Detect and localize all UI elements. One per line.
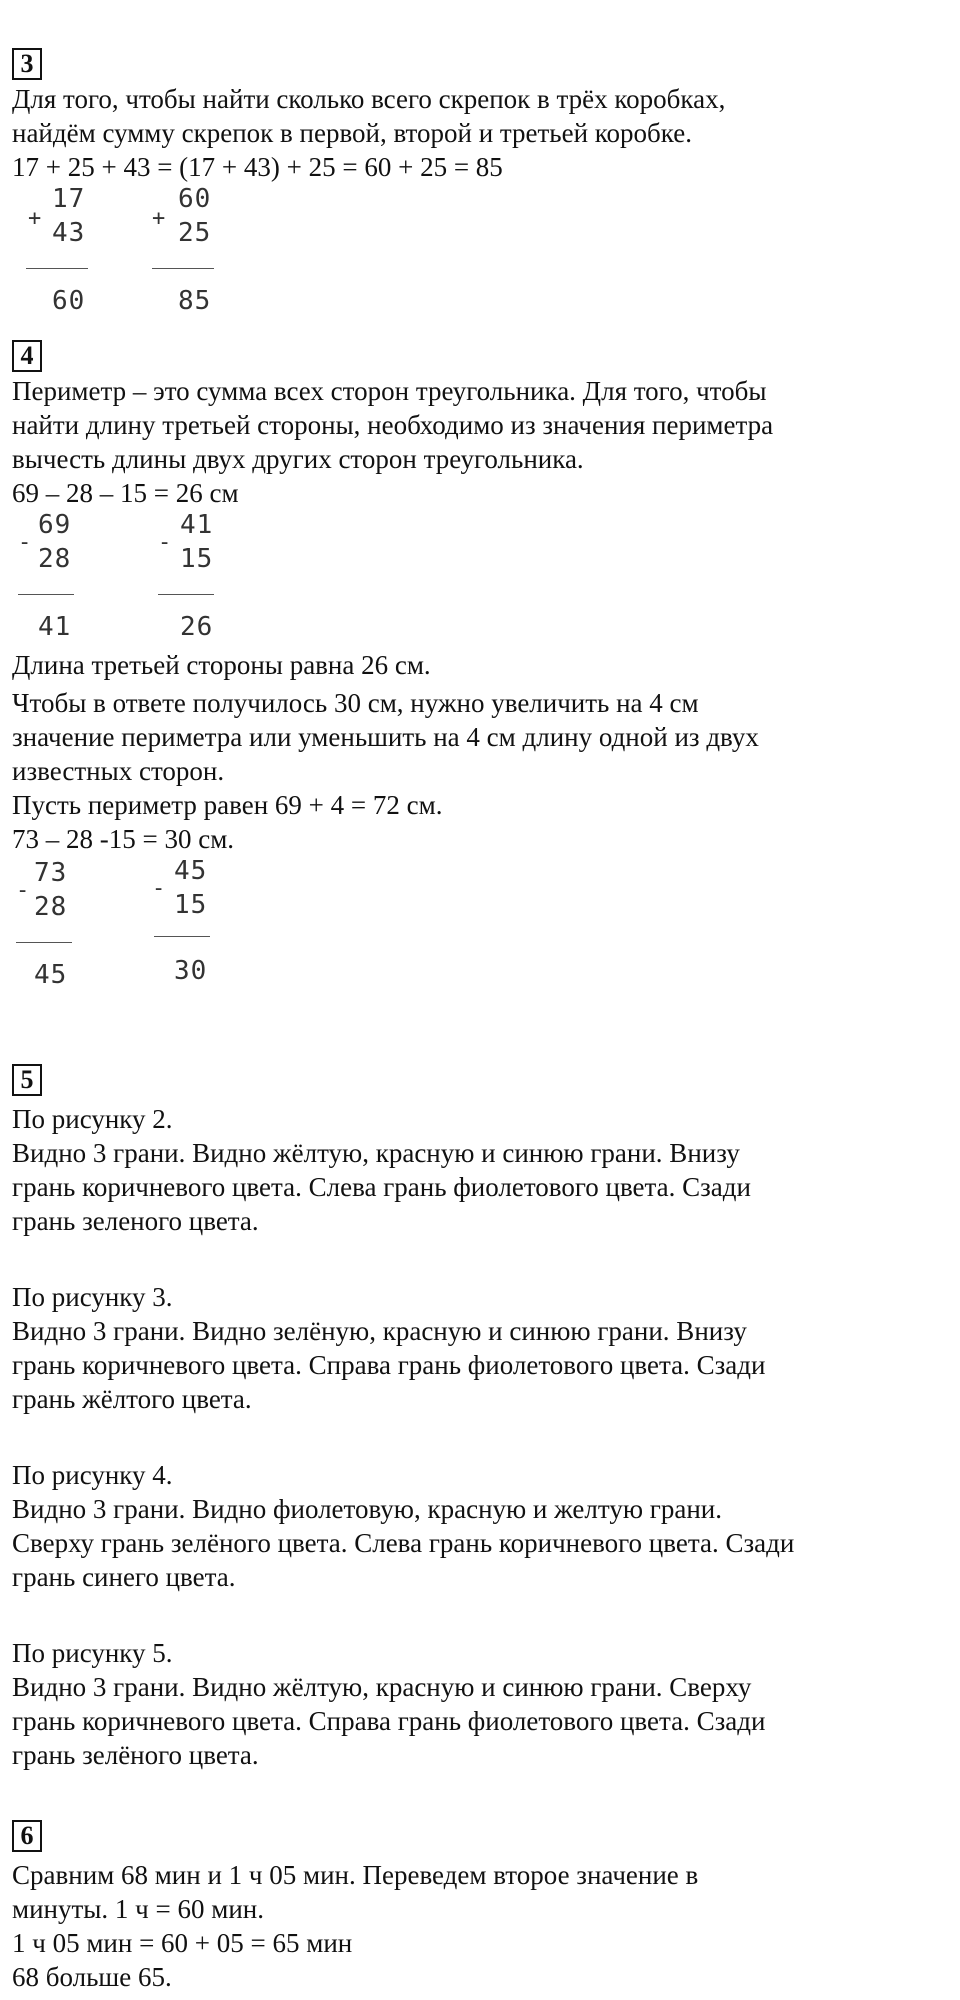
text-line: Чтобы в ответе получилось 30 см, нужно увеличить на 4 см [12, 688, 699, 718]
text-line: Периметр – это сумма всех сторон треугольника. Для того, чтобы [12, 376, 767, 406]
calc-bottom: 28 [34, 892, 68, 922]
calc-bottom: 28 [38, 544, 72, 574]
text-line: По рисунку 2. [12, 1104, 173, 1134]
calc-sign: - [158, 530, 172, 555]
task-number-3: 3 [12, 48, 42, 80]
text-line: Видно 3 грани. Видно фиолетовую, красную и желтую грани. [12, 1494, 722, 1524]
text-line: 1 ч 05 мин = 60 + 05 = 65 мин [12, 1928, 353, 1958]
text-line: грань зеленого цвета. [12, 1206, 259, 1236]
calc-result: 85 [178, 286, 212, 316]
text-line: грань коричневого цвета. Слева грань фиолетового цвета. Сзади [12, 1172, 751, 1202]
text-line: грань зелёного цвета. [12, 1740, 259, 1770]
calc-top: 45 [174, 856, 208, 886]
task-number-5: 5 [12, 1064, 42, 1096]
text-line: минуты. 1 ч = 60 мин. [12, 1894, 264, 1924]
text-line: известных сторон. [12, 756, 225, 786]
calc-sign: + [28, 206, 42, 231]
calc-underline [18, 594, 74, 595]
task-number-6: 6 [12, 1820, 42, 1852]
calc-top: 73 [34, 858, 68, 888]
calc-sign: - [18, 530, 32, 555]
text-line: грань коричневого цвета. Справа грань фиолетового цвета. Сзади [12, 1350, 766, 1380]
calc-bottom: 25 [178, 218, 212, 248]
calc-result: 60 [52, 286, 86, 316]
text-line: грань синего цвета. [12, 1562, 236, 1592]
text-line: грань жёлтого цвета. [12, 1384, 252, 1414]
calc-bottom: 15 [180, 544, 214, 574]
text-line: Для того, чтобы найти сколько всего скрепок в трёх коробках, [12, 84, 726, 114]
text-line: 68 больше 65. [12, 1962, 172, 1992]
calc-top: 60 [178, 184, 212, 214]
text-line: Длина третьей стороны равна 26 см. [12, 650, 431, 680]
text-line: 73 – 28 -15 = 30 см. [12, 824, 235, 854]
text-line: Сравним 68 мин и 1 ч 05 мин. Переведем второе значение в [12, 1860, 699, 1890]
calc-underline [154, 936, 210, 937]
text-line: По рисунку 5. [12, 1638, 173, 1668]
text-line: Видно 3 грани. Видно зелёную, красную и синюю грани. Внизу [12, 1316, 747, 1346]
calc-underline [16, 942, 72, 943]
text-line: 17 + 25 + 43 = (17 + 43) + 25 = 60 + 25 = 85 [12, 152, 503, 182]
calc-sign: - [16, 878, 30, 903]
column-calculation [150, 184, 230, 318]
text-line: Сверху грань зелёного цвета. Слева грань коричневого цвета. Сзади [12, 1528, 795, 1558]
task-number-4: 4 [12, 340, 42, 372]
column-calculation [14, 858, 94, 992]
column-calculation [14, 510, 94, 644]
column-calculation [156, 510, 236, 644]
text-line: значение периметра или уменьшить на 4 см длину одной из двух [12, 722, 759, 752]
calc-underline [158, 594, 214, 595]
calc-top: 69 [38, 510, 72, 540]
calc-sign: + [152, 206, 166, 231]
calc-bottom: 43 [52, 218, 86, 248]
calc-result: 41 [38, 612, 72, 642]
text-line: найдём сумму скрепок в первой, второй и третьей коробке. [12, 118, 692, 148]
calc-sign: - [152, 876, 166, 901]
calc-bottom: 15 [174, 890, 208, 920]
text-line: найти длину третьей стороны, необходимо из значения периметра [12, 410, 774, 440]
text-line: Видно 3 грани. Видно жёлтую, красную и синюю грани. Сверху [12, 1672, 752, 1702]
column-calculation [24, 184, 104, 318]
text-line: грань коричневого цвета. Справа грань фиолетового цвета. Сзади [12, 1706, 766, 1736]
calc-top: 41 [180, 510, 214, 540]
calc-result: 45 [34, 960, 68, 990]
text-line: По рисунку 4. [12, 1460, 173, 1490]
text-line: По рисунку 3. [12, 1282, 173, 1312]
calc-underline [26, 268, 88, 269]
text-line: Видно 3 грани. Видно жёлтую, красную и синюю грани. Внизу [12, 1138, 740, 1168]
column-calculation [150, 856, 230, 990]
calc-underline [152, 268, 214, 269]
text-line: 69 – 28 – 15 = 26 см [12, 478, 239, 508]
calc-result: 26 [180, 612, 214, 642]
calc-top: 17 [52, 184, 86, 214]
calc-result: 30 [174, 956, 208, 986]
text-line: вычесть длины двух других сторон треугольника. [12, 444, 584, 474]
text-line: Пусть периметр равен 69 + 4 = 72 см. [12, 790, 443, 820]
